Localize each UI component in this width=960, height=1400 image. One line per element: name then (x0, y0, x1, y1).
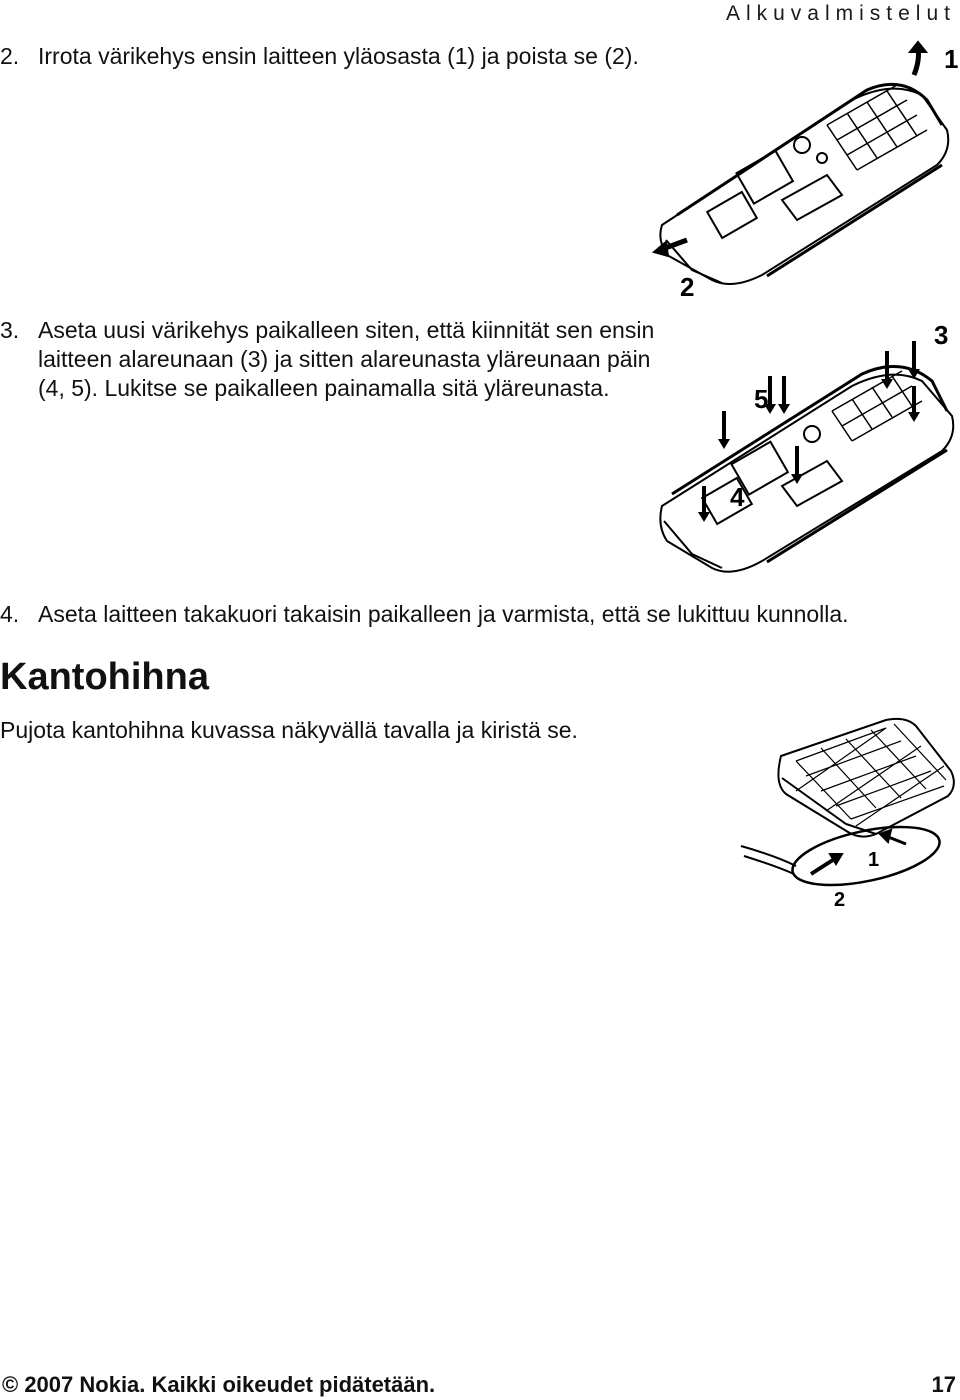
callout-label: 1 (868, 849, 880, 871)
page-number: 17 (931, 1372, 956, 1397)
section-title: Kantohihna (0, 656, 209, 698)
step-3 (0, 316, 660, 403)
step-2 (0, 42, 650, 71)
callout-label: 4 (730, 482, 745, 512)
callout-label: 2 (834, 889, 846, 911)
strap-illustration (736, 716, 958, 911)
step-number: 4. (0, 601, 20, 627)
step-text: Irrota värikehys ensin laitteen yläosasta (1) ja poista se (2). (38, 43, 639, 69)
step-number: 2. (0, 43, 20, 69)
step-4 (0, 600, 960, 629)
running-header: Alkuvalmistelut (725, 2, 956, 25)
callout-label: 1 (944, 44, 959, 74)
callout-label: 3 (934, 320, 949, 350)
step-number: 3. (0, 317, 20, 343)
step-text: Aseta laitteen takakuori takaisin paikalleen ja varmista, että se lukittuu kunnolla. (38, 601, 849, 627)
callout-label: 2 (680, 272, 695, 302)
section-text: Pujota kantohihna kuvassa näkyvällä tavalla ja kiristä se. (0, 717, 578, 743)
attach-cover-illustration (652, 316, 957, 578)
copyright-text: © 2007 Nokia. Kaikki oikeudet pidätetään. (2, 1372, 436, 1397)
remove-cover-illustration (652, 40, 959, 302)
step-text: Aseta uusi värikehys paikalleen siten, että kiinnität sen ensin laitteen alareunaan (3) ja sitten alareunasta yläreunaan päin (4, 5). Lukitse se paikalleen painamalla sitä yläreunasta. (38, 317, 655, 401)
page-footer (0, 1368, 960, 1398)
callout-label: 5 (754, 384, 769, 414)
